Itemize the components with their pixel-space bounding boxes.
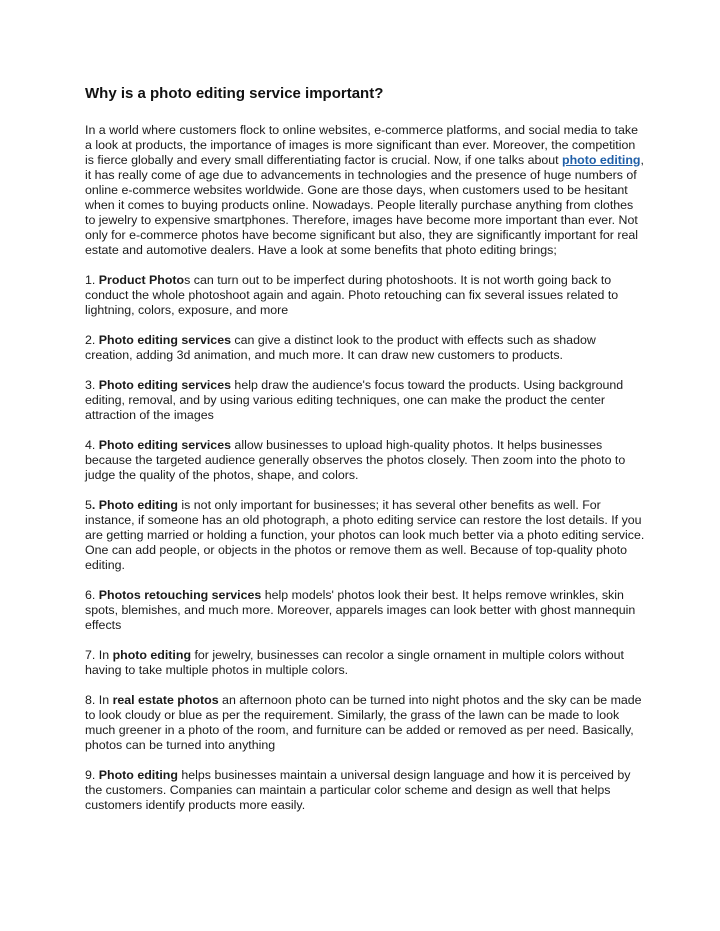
benefit-number: 8. In	[85, 693, 113, 707]
benefit-text: can give a distinct look to the product with effects such as shadow creation, adding 3d animation, and much more. It can draw new customers to products.	[85, 333, 596, 362]
benefit-number: 3.	[85, 378, 99, 392]
benefit-keyword: . Photo editing	[91, 498, 178, 512]
page-title: Why is a photo editing service important?	[85, 85, 384, 102]
benefit-text: is not only important for businesses; it has several other benefits as well. For instance, if someone has an old photograph, a photo editing service can restore the lost details. If you are getting married or holding a function, your photos can look much better via a photo editing service. One can add people, or objects in the photos or remove them as well. Because of top-quality photo editing.	[85, 498, 645, 572]
benefit-item-5	[85, 498, 645, 573]
benefit-number: 6.	[85, 588, 99, 602]
benefit-item-8	[85, 693, 645, 753]
benefit-keyword: Product Photo	[98, 273, 185, 287]
benefit-keyword: real estate photos	[112, 693, 219, 707]
benefit-item-3	[85, 378, 645, 423]
photo-editing-link[interactable]: photo editing	[562, 153, 641, 167]
benefit-text: s can turn out to be imperfect during photoshoots. It is not worth going back to conduct the whole photoshoot again and again. Photo retouching can fix several issues related to lightning, colors, exposure, and more	[85, 273, 619, 317]
intro-text-after-link: , it has really come of age due to advancements in technologies and the presence of huge numbers of online e-commerce websites worldwide. Gone are those days, when customers used to be hesitant when it comes to buying products online. Nowadays. People literally purchase anything from clothes to jewelry to expensive smartphones. Therefore, images have become more important than ever. Not only for e-commerce photos have become significant but also, they are significantly important for real estate and automotive dealers. Have a look at some benefits that photo editing brings;	[85, 153, 644, 257]
benefit-number: 7. In	[85, 648, 113, 662]
benefit-keyword: Photo editing services	[98, 333, 231, 347]
benefit-text: an afternoon photo can be turned into night photos and the sky can be made to look cloudy or blue as per the requirement. Similarly, the grass of the lawn can be made to look much greener in a photo of the room, and furniture can be added or removed as per need. Basically, photos can be turned into anything	[85, 693, 642, 752]
benefit-keyword: Photos retouching services	[98, 588, 262, 602]
benefit-keyword: Photo editing services	[98, 438, 231, 452]
benefit-text: allow businesses to upload high-quality photos. It helps businesses because the targeted audience generally observes the photos closely. Then zoom into the photo to judge the quality of the photos, shape, and colors.	[85, 438, 626, 482]
benefit-number: 1.	[85, 273, 99, 287]
benefit-number: 5	[85, 498, 92, 512]
benefit-keyword: Photo editing services	[98, 378, 231, 392]
intro-paragraph	[85, 123, 645, 258]
benefit-item-9	[85, 768, 645, 813]
benefit-number: 2.	[85, 333, 99, 347]
benefit-item-7	[85, 648, 645, 678]
benefit-text: for jewelry, businesses can recolor a single ornament in multiple colors without having to take multiple photos in multiple colors.	[85, 648, 624, 677]
benefit-keyword: photo editing	[112, 648, 192, 662]
benefit-item-1	[85, 273, 645, 318]
benefit-text: help draw the audience's focus toward the products. Using background editing, removal, and by using various editing techniques, one can make the product the center attraction of the images	[85, 378, 624, 422]
intro-text-before-link: In a world where customers flock to online websites, e-commerce platforms, and social media to take a look at products, the importance of images is more significant than ever. Moreover, the competition is fierce globally and every small differentiating factor is crucial. Now, if one talks about	[85, 123, 638, 167]
benefit-text: help models' photos look their best. It helps remove wrinkles, skin spots, blemishes, and much more. Moreover, apparels images can look better with ghost mannequin effects	[85, 588, 636, 632]
document-page	[85, 84, 645, 828]
benefit-item-6	[85, 588, 645, 633]
benefit-item-2	[85, 333, 645, 363]
benefit-number: 4.	[85, 438, 99, 452]
benefit-text: helps businesses maintain a universal design language and how it is perceived by the customers. Companies can maintain a particular color scheme and design as well that helps customers identify products more easily.	[85, 768, 631, 812]
benefit-item-4	[85, 438, 645, 483]
benefit-keyword: Photo editing	[98, 768, 178, 782]
benefit-number: 9.	[85, 768, 99, 782]
